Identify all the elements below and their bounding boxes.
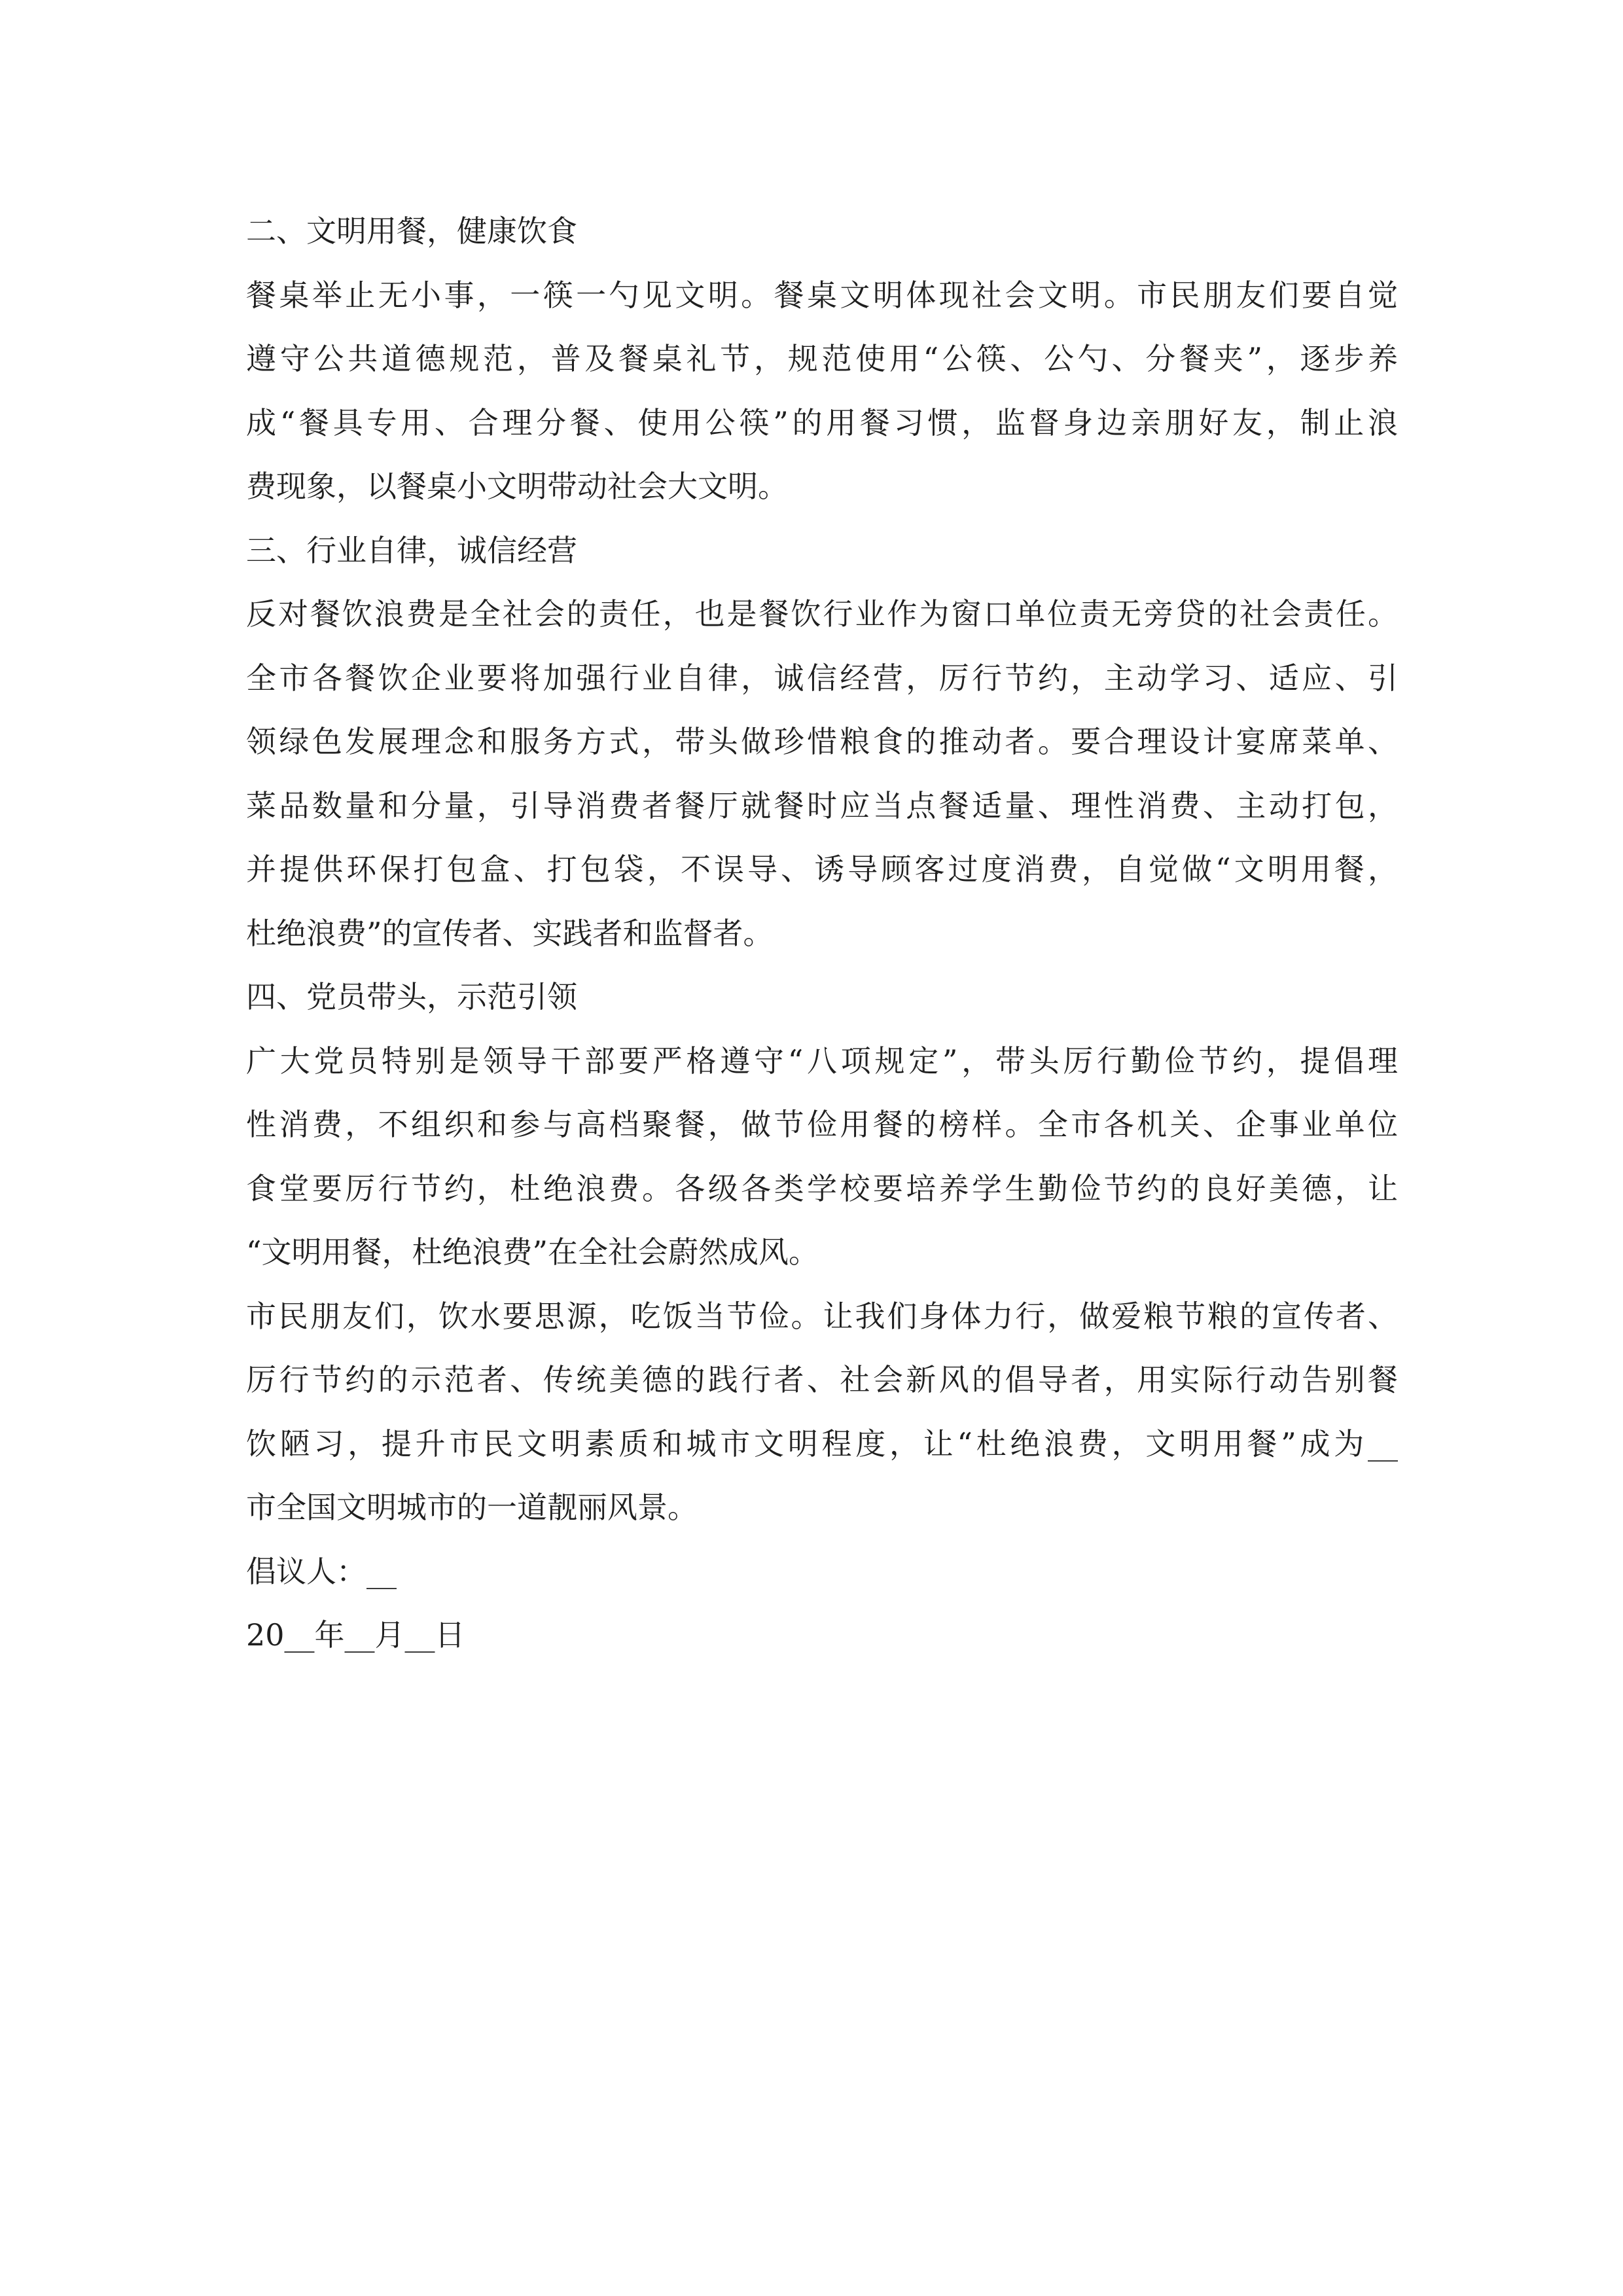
section-heading-2: 二、文明用餐，健康饮食 [246, 213, 577, 249]
paragraph-line: 全市各餐饮企业要将加强行业自律，诚信经营，厉行节约，主动学习、适应、引 [246, 660, 1398, 696]
paragraph-line: 菜品数量和分量，引导消费者餐厅就餐时应当点餐适量、理性消费、主动打包， [246, 787, 1398, 823]
paragraph-line: 广大党员特别是领导干部要严格遵守“八项规定”，带头厉行勤俭节约，提倡理 [246, 1043, 1398, 1079]
closing-paragraph-line: 厉行节约的示范者、传统美德的践行者、社会新风的倡导者，用实际行动告别餐 [246, 1362, 1398, 1397]
section-heading-4: 四、党员带头，示范引领 [246, 979, 577, 1014]
paragraph-line: 餐桌举止无小事，一筷一勺见文明。餐桌文明体现社会文明。市民朋友们要自觉 [246, 277, 1398, 313]
paragraph-line: “文明用餐，杜绝浪费”在全社会蔚然成风。 [246, 1234, 819, 1270]
closing-paragraph-line: 市民朋友们，饮水要思源，吃饭当节俭。让我们身体力行，做爱粮节粮的宣传者、 [246, 1298, 1398, 1334]
paragraph-line: 成“餐具专用、合理分餐、使用公筷”的用餐习惯，监督身边亲朋好友，制止浪 [246, 404, 1398, 440]
closing-paragraph-line: 市全国文明城市的一道靓丽风景。 [246, 1490, 698, 1525]
paragraph-line: 反对餐饮浪费是全社会的责任，也是餐饮行业作为窗口单位责无旁贷的社会责任。 [246, 596, 1398, 632]
paragraph-line: 并提供环保打包盒、打包袋，不误导、诱导顾客过度消费，自觉做“文明用餐， [246, 852, 1398, 887]
paragraph-line: 领绿色发展理念和服务方式，带头做珍惜粮食的推动者。要合理设计宴席菜单、 [246, 724, 1398, 759]
document-body [246, 200, 1398, 1668]
paragraph-line: 费现象，以餐桌小文明带动社会大文明。 [246, 469, 788, 504]
paragraph-line: 性消费，不组织和参与高档聚餐，做节俭用餐的榜样。全市各机关、企事业单位 [246, 1107, 1398, 1142]
initiator-line: 倡议人：__ [246, 1553, 397, 1589]
date-line: 20__年__月__日 [246, 1617, 465, 1653]
closing-paragraph-line: 饮陋习，提升市民文明素质和城市文明程度，让“杜绝浪费，文明用餐”成为__ [246, 1426, 1398, 1462]
paragraph-line: 遵守公共道德规范，普及餐桌礼节，规范使用“公筷、公勺、分餐夹”，逐步养 [246, 341, 1398, 376]
paragraph-line: 食堂要厉行节约，杜绝浪费。各级各类学校要培养学生勤俭节约的良好美德，让 [246, 1170, 1398, 1206]
paragraph-line: 杜绝浪费”的宣传者、实践者和监督者。 [246, 915, 774, 951]
section-heading-3: 三、行业自律，诚信经营 [246, 532, 577, 568]
